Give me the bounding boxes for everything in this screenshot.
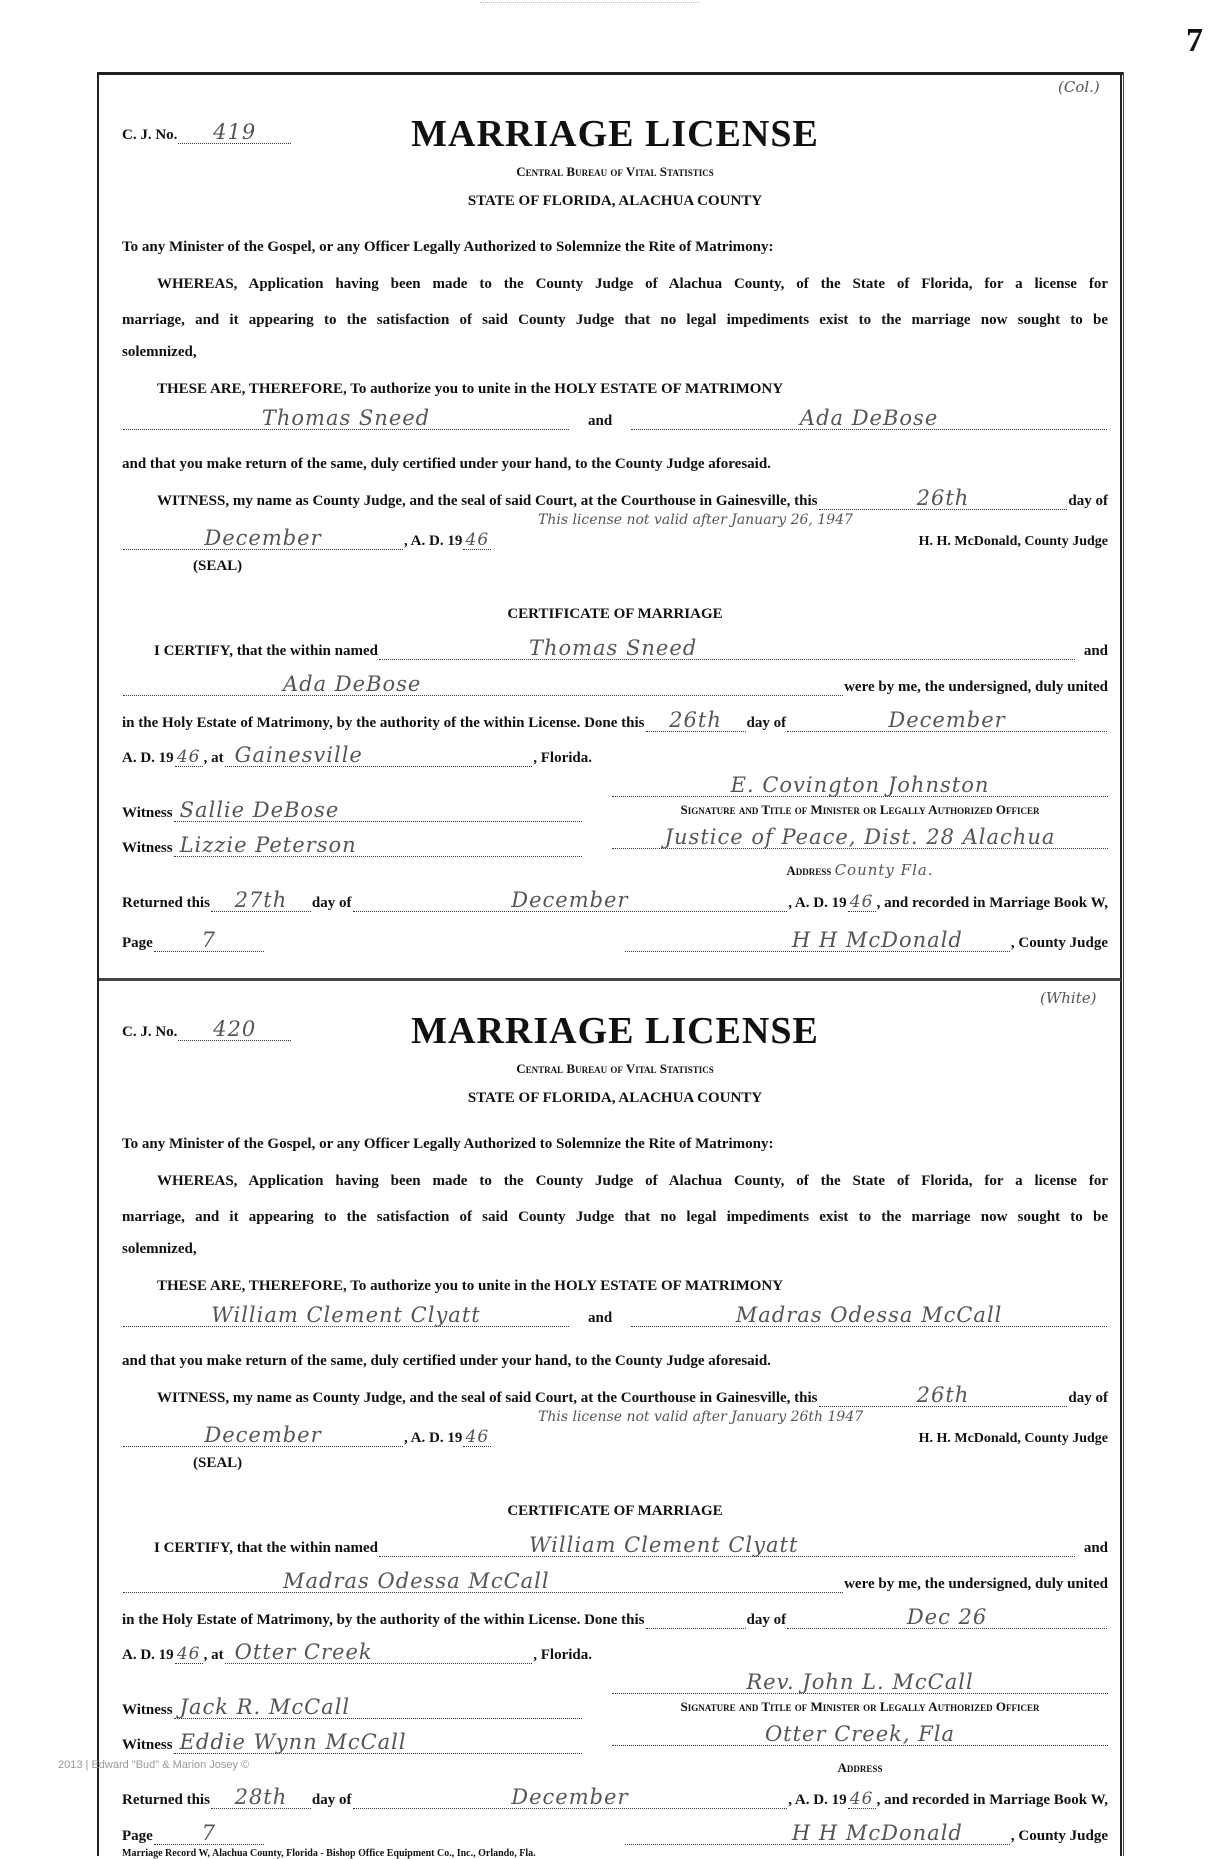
judge-signature-field — [625, 1821, 1010, 1845]
address-row — [612, 1758, 1108, 1776]
returned-year: 46 — [849, 1789, 874, 1809]
page-row — [122, 1821, 1108, 1845]
and-label: and — [588, 413, 613, 429]
license-month-field — [123, 1423, 403, 1447]
county-judge-label: , County Judge — [1010, 1828, 1108, 1844]
groom-name: Thomas Sneed — [261, 406, 431, 430]
seal-label — [193, 555, 393, 575]
whereas-line-1 — [157, 273, 1108, 293]
copyright-watermark: 2013 | Edward "Bud" & Marion Josey © — [58, 1759, 250, 1771]
validity-note: This license not valid after January 26th 1947 — [538, 1409, 864, 1425]
witness1-row — [122, 798, 583, 822]
witness1-name: Sallie DeBose — [179, 798, 340, 822]
ceremony-place: Gainesville — [234, 743, 363, 767]
certify-row — [154, 1533, 1108, 1557]
returned-month: December — [511, 1785, 629, 1809]
cert-groom: William Clement Clyatt — [528, 1533, 799, 1557]
state-subtitle — [122, 190, 1108, 210]
ceremony-place-row — [122, 743, 592, 767]
returned-month: December — [511, 888, 629, 912]
whereas-line-3 — [122, 341, 1108, 361]
officer-signature-field — [612, 773, 1108, 797]
whereas-text-3: solemnized, — [122, 1241, 197, 1257]
cert-groom-field — [379, 1533, 1075, 1557]
witness2-name: Lizzie Peterson — [179, 833, 357, 857]
day-of-label: day of — [311, 895, 352, 911]
these-are-line — [157, 1275, 1108, 1295]
ad-label: , A. D. 19 — [404, 1430, 463, 1446]
ceremony-place: Otter Creek — [234, 1640, 373, 1664]
certificate-title-text: CERTIFICATE OF MARRIAGE — [507, 1503, 723, 1519]
ceremony-place-row — [122, 1640, 592, 1664]
cert-bride: Ada DeBose — [283, 672, 422, 696]
whereas-line-3 — [122, 1238, 1108, 1258]
done-year: 46 — [176, 747, 201, 767]
cert-groom-field — [379, 636, 1075, 660]
witness-label: Witness — [122, 1737, 173, 1753]
certificate-title — [122, 603, 1108, 623]
were-by-me-text: were by me, the undersigned, duly united — [844, 679, 1108, 695]
cj-no-label: C. J. No. — [122, 1024, 178, 1040]
these-are-line — [157, 378, 1108, 398]
witness2-field — [174, 1730, 582, 1754]
holy-estate-text: in the Holy Estate of Matrimony, by the authority of the within License. Done this — [122, 1612, 645, 1628]
these-are-text: THESE ARE, THEREFORE, To authorize you to unite in the HOLY ESTATE OF MATRIMONY — [157, 1278, 784, 1294]
at-label: , at — [203, 750, 224, 766]
address-label: Address — [786, 863, 832, 878]
race-note: (Col.) — [1058, 78, 1100, 96]
officer-title: Otter Creek, Fla — [764, 1722, 956, 1746]
and-label: and — [1083, 643, 1108, 659]
license-month: December — [204, 526, 322, 550]
whereas-line-2 — [122, 1206, 1108, 1226]
whereas-text-1: WHEREAS, Application having been made to the County Judge of Alachua County, of the State of Florida, for a license for — [157, 1173, 1108, 1189]
witness-judge-text: WITNESS, my name as County Judge, and the seal of said Court, at the Courthouse in Gainesville, this — [157, 493, 818, 509]
county-judge-label: , County Judge — [1010, 935, 1108, 951]
license-month-field — [123, 526, 403, 550]
license-day-field — [819, 486, 1068, 510]
license-month: December — [204, 1423, 322, 1447]
day-of-label: day of — [311, 1792, 352, 1808]
page-corner-number: 7 — [1186, 22, 1203, 59]
returned-this-label: Returned this — [122, 1792, 210, 1808]
license-title: MARRIAGE LICENSE — [411, 1010, 819, 1052]
license-day: 26th — [916, 1383, 970, 1407]
race-note: (White) — [1040, 989, 1097, 1007]
address-row — [612, 861, 1108, 879]
whereas-text-3: solemnized, — [122, 344, 197, 360]
license-day: 26th — [916, 486, 970, 510]
witness-label: Witness — [122, 840, 173, 856]
officer-address: County Fla. — [834, 861, 934, 879]
day-of-label: day of — [746, 715, 787, 731]
salutation — [122, 236, 1108, 256]
witness-judge-text: WITNESS, my name as County Judge, and the seal of said Court, at the Courthouse in Gainesville, this — [157, 1390, 818, 1406]
cert-bride-row — [122, 1569, 1108, 1593]
page-number: 7 — [201, 1821, 217, 1845]
judge-name: H. H. McDonald, County Judge — [918, 534, 1108, 549]
judge-name: H. H. McDonald, County Judge — [918, 1431, 1108, 1446]
witness1-field — [174, 798, 582, 822]
done-month-field — [787, 1605, 1107, 1629]
whereas-text-1: WHEREAS, Application having been made to the County Judge of Alachua County, of the State of Florida, for a license for — [157, 276, 1108, 292]
groom-name: William Clement Clyatt — [211, 1303, 481, 1327]
witness2-name: Eddie Wynn McCall — [179, 1730, 407, 1754]
bureau-subtitle — [122, 160, 1108, 180]
done-year-field — [175, 747, 203, 767]
done-day-field — [646, 1614, 746, 1629]
license-year-field — [463, 1427, 491, 1447]
certificate-title-text: CERTIFICATE OF MARRIAGE — [507, 606, 723, 622]
witness1-row — [122, 1695, 583, 1719]
certify-row — [154, 636, 1108, 660]
day-of-label: day of — [1068, 1390, 1108, 1406]
bureau-text: Central Bureau of Vital Statistics — [516, 1061, 714, 1076]
license-date-row — [122, 1423, 1108, 1447]
recorded-text: , and recorded in Marriage Book W, — [876, 895, 1108, 911]
license-record — [0, 897, 1200, 1845]
witness2-field — [174, 833, 582, 857]
signature-title-label: Signature and Title of Minister or Legally Authorized Officer — [680, 1699, 1040, 1714]
page-field — [154, 1821, 264, 1845]
witness-label: Witness — [122, 1702, 173, 1718]
bride-name: Madras Odessa McCall — [735, 1303, 1003, 1327]
judge-signature: H H McDonald — [791, 928, 963, 952]
officer-signature: Rev. John L. McCall — [746, 1670, 974, 1694]
officer-signature: E. Covington Johnston — [730, 773, 990, 797]
salutation-text: To any Minister of the Gospel, or any Officer Legally Authorized to Solemnize the Rite of Matrimony: — [122, 239, 774, 255]
done-month-field — [787, 708, 1107, 732]
bride-name: Ada DeBose — [799, 406, 939, 430]
seal-text: (SEAL) — [193, 1455, 243, 1471]
witness2-row — [122, 1730, 583, 1754]
holy-estate-text: in the Holy Estate of Matrimony, by the authority of the within License. Done this — [122, 715, 645, 731]
return-instruction — [122, 453, 1108, 473]
state-text: STATE OF FLORIDA, ALACHUA COUNTY — [467, 193, 763, 209]
seal-label — [193, 1452, 393, 1472]
address-label: Address — [837, 1760, 883, 1775]
page-number: 7 — [201, 928, 217, 952]
return-instruction — [122, 1350, 1108, 1370]
officer-title: Justice of Peace, Dist. 28 Alachua — [664, 825, 1056, 849]
license-record — [0, 0, 1200, 952]
returned-day: 27th — [234, 888, 288, 912]
signature-title-label: Signature and Title of Minister or Legally Authorized Officer — [680, 802, 1040, 817]
day-of-label: day of — [746, 1612, 787, 1628]
license-date-row — [122, 526, 1108, 550]
ad-label: A. D. 19 — [122, 1647, 174, 1663]
cert-bride-field — [123, 1569, 843, 1593]
officer-title-field — [612, 1722, 1108, 1746]
done-day: 26th — [669, 708, 722, 732]
returned-year: 46 — [849, 892, 874, 912]
seal-text: (SEAL) — [193, 558, 243, 574]
whereas-text-2: marriage, and it appearing to the satisfaction of said County Judge that no legal impediments exist to the marriage now sought to be — [122, 1209, 1108, 1225]
state-text: STATE OF FLORIDA, ALACHUA COUNTY — [467, 1090, 763, 1106]
witness1-field — [174, 1695, 582, 1719]
page-label: Page — [122, 935, 153, 951]
witness2-row — [122, 833, 583, 857]
return-text: and that you make return of the same, duly certified under your hand, to the County Judge aforesaid. — [122, 456, 771, 472]
whereas-line-2 — [122, 309, 1108, 329]
returned-month-field — [353, 1785, 788, 1809]
ad-label: , A. D. 19 — [788, 895, 847, 911]
bride-field — [631, 406, 1107, 430]
done-day-field — [646, 708, 746, 732]
ad-label: A. D. 19 — [122, 750, 174, 766]
witness1-name: Jack R. McCall — [179, 1695, 351, 1719]
whereas-text-2: marriage, and it appearing to the satisfaction of said County Judge that no legal impediments exist to the marriage now sought to be — [122, 312, 1108, 328]
witness-label: Witness — [122, 805, 173, 821]
judge-signature: H H McDonald — [791, 1821, 963, 1845]
returned-year-field — [848, 1789, 876, 1809]
groom-field — [123, 1303, 569, 1327]
validity-note: This license not valid after January 26, 1947 — [538, 512, 853, 528]
license-day-field — [819, 1383, 1068, 1407]
done-year: 46 — [176, 1644, 201, 1664]
cj-no-label: C. J. No. — [122, 127, 178, 143]
bride-field — [631, 1303, 1107, 1327]
cj-no-value: 420 — [213, 1017, 257, 1041]
couple-names-row — [122, 406, 1108, 430]
done-month: December — [888, 708, 1006, 732]
license-title: MARRIAGE LICENSE — [411, 113, 819, 155]
day-of-label: day of — [1068, 493, 1108, 509]
bureau-subtitle — [122, 1057, 1108, 1077]
these-are-text: THESE ARE, THEREFORE, To authorize you to unite in the HOLY ESTATE OF MATRIMONY — [157, 381, 784, 397]
cert-bride-row — [122, 672, 1108, 696]
salutation-text: To any Minister of the Gospel, or any Officer Legally Authorized to Solemnize the Rite of Matrimony: — [122, 1136, 774, 1152]
and-label: and — [1083, 1540, 1108, 1556]
at-label: , at — [203, 1647, 224, 1663]
place-field — [225, 743, 533, 767]
place-field — [225, 1640, 533, 1664]
return-text: and that you make return of the same, duly certified under your hand, to the County Judge aforesaid. — [122, 1353, 771, 1369]
groom-field — [123, 406, 569, 430]
cj-no-value: 419 — [213, 120, 257, 144]
returned-day: 28th — [234, 1785, 288, 1809]
recorded-text: , and recorded in Marriage Book W, — [876, 1792, 1108, 1808]
license-year: 46 — [465, 530, 490, 550]
ad-label: , A. D. 19 — [788, 1792, 847, 1808]
florida-label: , Florida. — [533, 750, 592, 766]
returned-this-label: Returned this — [122, 895, 210, 911]
were-by-me-text: were by me, the undersigned, duly united — [844, 1576, 1108, 1592]
certify-text: I CERTIFY, that the within named — [154, 643, 378, 659]
license-year: 46 — [465, 1427, 490, 1447]
officer-title-field — [612, 825, 1108, 849]
cert-groom: Thomas Sneed — [528, 636, 698, 660]
certificate-title — [122, 1500, 1108, 1520]
couple-names-row — [122, 1303, 1108, 1327]
cert-bride-field — [123, 672, 843, 696]
holy-estate-row — [122, 1605, 1108, 1629]
certify-text: I CERTIFY, that the within named — [154, 1540, 378, 1556]
whereas-line-1 — [157, 1170, 1108, 1190]
form-footer: Marriage Record W, Alachua County, Florida - Bishop Office Equipment Co., Inc., Orlando, Fla. — [122, 1848, 536, 1859]
florida-label: , Florida. — [533, 1647, 592, 1663]
returned-row — [122, 1785, 1108, 1809]
done-year-field — [175, 1644, 203, 1664]
witness-judge-row — [157, 1383, 1108, 1407]
ad-label: , A. D. 19 — [404, 533, 463, 549]
bureau-text: Central Bureau of Vital Statistics — [516, 164, 714, 179]
salutation — [122, 1133, 1108, 1153]
officer-signature-field — [612, 1670, 1108, 1694]
page-label: Page — [122, 1828, 153, 1844]
state-subtitle — [122, 1087, 1108, 1107]
returned-day-field — [211, 1785, 311, 1809]
cert-bride: Madras Odessa McCall — [283, 1569, 550, 1593]
done-month: Dec 26 — [906, 1605, 988, 1629]
license-year-field — [463, 530, 491, 550]
witness-judge-row — [157, 486, 1108, 510]
holy-estate-row — [122, 708, 1108, 732]
and-label: and — [588, 1310, 613, 1326]
